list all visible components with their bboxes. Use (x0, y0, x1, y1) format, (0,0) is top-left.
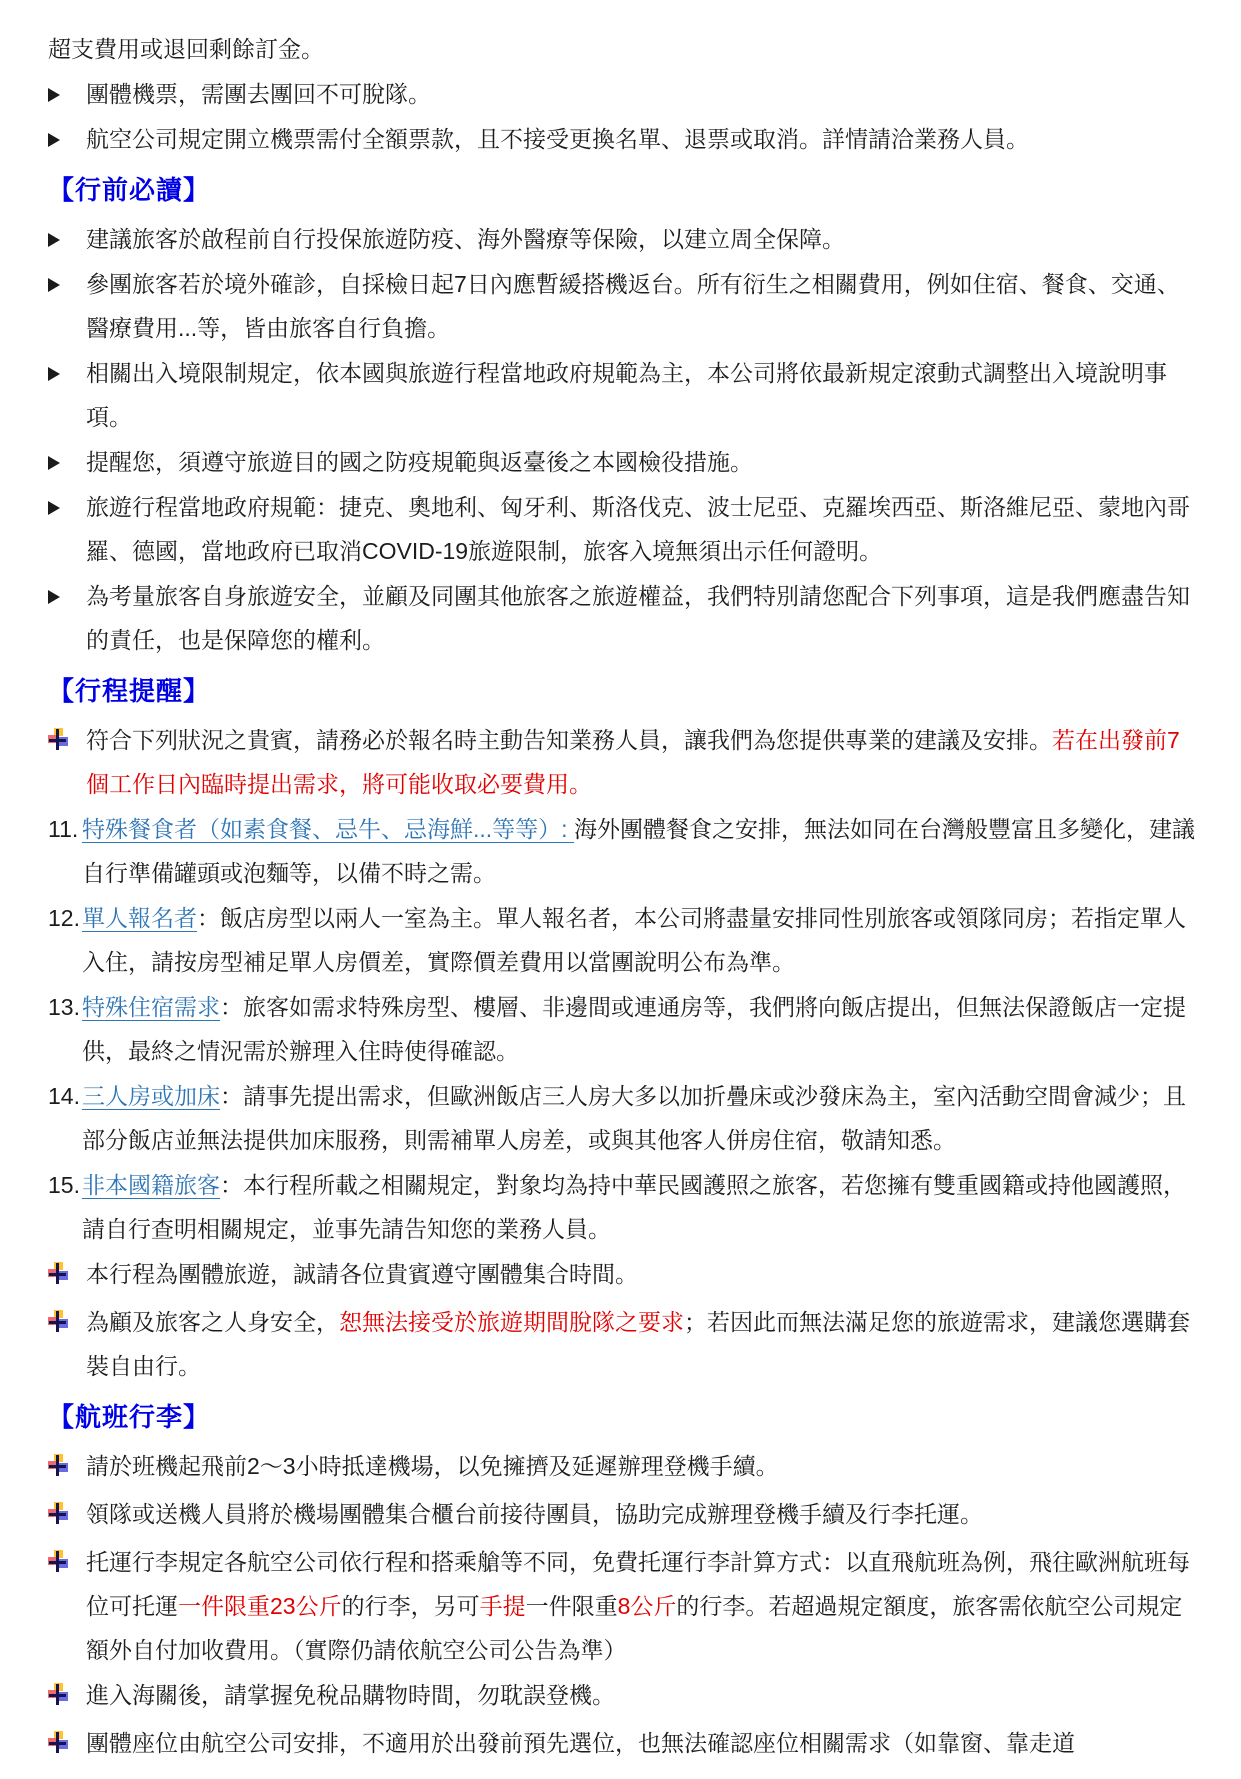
arrow-bullet-icon (48, 485, 86, 529)
item-term: 單人報名者 (82, 905, 197, 931)
numbered-list-item (48, 1163, 1195, 1251)
numbered-list-item (48, 1074, 1195, 1162)
list-item-text-red: 若在出發前7個工作日內臨時提出需求，將可能收取必要費用。 (86, 727, 1180, 797)
pin-list-item (48, 1721, 1195, 1768)
pin-list-item (48, 1540, 1195, 1672)
list-item-text: 為顧及旅客之人身安全， (86, 1309, 339, 1335)
list-item-text: 符合下列狀況之貴賓，請務必於報名時主動告知業務人員，讓我們為您提供專業的建議及安排。 (86, 727, 1052, 753)
arrow-list-item (48, 262, 1195, 350)
colored-pin-bullet-icon (48, 1731, 69, 1754)
item-number: 11. (48, 816, 79, 842)
list-item-text-red: 8公斤 (617, 1593, 677, 1619)
item-term: 三人房或加床 (82, 1083, 220, 1109)
arrow-list-item (48, 217, 1195, 261)
list-item-text: 團體座位由航空公司安排，不適用於出發前預先選位，也無法確認座位相關需求（如靠窗、靠走道 (86, 1730, 1075, 1756)
arrow-list-item (48, 574, 1195, 662)
arrow-bullet-icon (48, 72, 86, 116)
item-number: 13. (48, 994, 80, 1020)
arrow-bullet-icon (48, 117, 86, 161)
item-term: 非本國籍旅客 (82, 1172, 220, 1198)
list-item-text: ：本行程所載之相關規定，對象均為持中華民國護照之旅客，若您擁有雙重國籍或持他國護照，請自行查明相關規定，並事先請告知您的業務人員。 (82, 1172, 1186, 1242)
list-item-text: 一件限重 (525, 1593, 618, 1619)
item-number: 15. (48, 1172, 80, 1198)
item-term: 特殊住宿需求 (82, 994, 220, 1020)
list-item-text: 領隊或送機人員將於機場團體集合櫃台前接待團員，協助完成辦理登機手續及行李托運。 (86, 1501, 983, 1527)
colored-pin-bullet-icon (48, 1502, 69, 1525)
arrow-list-item (48, 440, 1195, 484)
pin-list-item (48, 718, 1195, 806)
list-item-text: ；若因此而無法滿足您的旅遊需求，建議您選購套裝自由行。 (86, 1309, 1190, 1379)
list-item-text: 參團旅客若於境外確診，自採檢日起7日內應暫緩搭機返台。所有衍生之相關費用，例如住宿、餐食、交通、醫療費用...等，皆由旅客自行負擔。 (86, 271, 1180, 341)
section-header-pre-departure: 【行前必讀】 (48, 175, 211, 205)
pin-list-item (48, 1252, 1195, 1299)
pin-list-item (48, 1492, 1195, 1539)
section-header-itinerary-reminder: 【行程提醒】 (48, 676, 211, 706)
list-item-text: 相關出入境限制規定，依本國與旅遊行程當地政府規範為主，本公司將依最新規定滾動式調整出入境說明事項。 (86, 360, 1167, 430)
list-item-text: ：旅客如需求特殊房型、樓層、非邊間或連通房等，我們將向飯店提出，但無法保證飯店一定提供，最終之情況需於辦理入住時使得確認。 (82, 994, 1186, 1064)
colored-pin-bullet-icon (48, 1454, 69, 1477)
numbered-list-item (48, 985, 1195, 1073)
colored-pin-bullet-icon (48, 1262, 69, 1285)
item-number: 14. (48, 1083, 80, 1109)
pin-list-item (48, 1673, 1195, 1720)
list-item-text: 建議旅客於啟程前自行投保旅遊防疫、海外醫療等保險，以建立周全保障。 (86, 226, 845, 252)
numbered-list-item (48, 807, 1195, 895)
list-item-text: ：請事先提出需求，但歐洲飯店三人房大多以加折疊床或沙發床為主，室內活動空間會減少；且部分飯店並無法提供加床服務，則需補單人房差，或與其他客人併房住宿，敬請知悉。 (82, 1083, 1186, 1153)
arrow-bullet-icon (48, 217, 86, 261)
arrow-list-item (48, 485, 1195, 573)
list-item-text: 團體機票，需團去團回不可脫隊。 (86, 81, 431, 107)
paragraph (48, 27, 1195, 71)
list-item-text: 請於班機起飛前2～3小時抵達機場，以免擁擠及延遲辦理登機手續。 (86, 1453, 779, 1479)
list-item-text: 進入海關後，請掌握免稅品購物時間，勿耽誤登機。 (86, 1682, 615, 1708)
pin-list-item (48, 1300, 1195, 1388)
list-item-text: 航空公司規定開立機票需付全額票款，且不接受更換名單、退票或取消。詳情請洽業務人員。 (86, 126, 1029, 152)
list-item-text: 提醒您，須遵守旅遊目的國之防疫規範與返臺後之本國檢役措施。 (86, 449, 753, 475)
list-item-text: ：飯店房型以兩人一室為主。單人報名者，本公司將盡量安排同性別旅客或領隊同房；若指定單人入住，請按房型補足單人房價差，實際價差費用以當團說明公布為準。 (82, 905, 1186, 975)
list-item-text: 托運行李規定各航空公司依行程和搭乘艙等不同，免費托運行李計算方式：以直飛航班為例，飛往歐洲航班每位可托運 (86, 1549, 1190, 1619)
arrow-list-item (48, 351, 1195, 439)
list-item-text: 的行李，另可 (341, 1593, 480, 1619)
colored-pin-bullet-icon (48, 728, 69, 751)
list-item-text: 海外團體餐食之安排，無法如同在台灣般豐富且多變化，建議自行準備罐頭或泡麵等，以備不時之需。 (82, 816, 1195, 886)
numbered-list-item (48, 896, 1195, 984)
paragraph-text: 超支費用或退回剩餘訂金。 (48, 36, 324, 62)
colored-pin-bullet-icon (48, 1550, 69, 1573)
arrow-bullet-icon (48, 440, 86, 484)
arrow-bullet-icon (48, 262, 86, 306)
pin-list-item (48, 1444, 1195, 1491)
list-item-text: 的行李。若超過規定額度，旅客需依航空公司規定額外自付加收費用。（實際仍請依航空公司公告為準） (86, 1593, 1183, 1663)
list-item-text-red: 恕無法接受於旅遊期間脫隊之要求 (339, 1309, 684, 1335)
list-item-text-red: 一件限重23公斤 (178, 1593, 342, 1619)
colored-pin-bullet-icon (48, 1683, 69, 1706)
arrow-bullet-icon (48, 351, 86, 395)
arrow-list-item (48, 72, 1195, 116)
item-number: 12. (48, 905, 80, 931)
arrow-list-item (48, 117, 1195, 161)
list-item-text: 為考量旅客自身旅遊安全，並顧及同團其他旅客之旅遊權益，我們特別請您配合下列事項，這是我們應盡告知的責任，也是保障您的權利。 (86, 583, 1190, 653)
list-item-text: 本行程為團體旅遊，誠請各位貴賓遵守團體集合時間。 (86, 1261, 638, 1287)
list-item-text: 旅遊行程當地政府規範：捷克、奧地利、匈牙利、斯洛伐克、波士尼亞、克羅埃西亞、斯洛維尼亞、蒙地內哥羅、德國，當地政府已取消COVID-19旅遊限制，旅客入境無須出示任何證明。 (86, 494, 1190, 564)
arrow-bullet-icon (48, 574, 86, 618)
list-item-text-red: 手提 (479, 1593, 526, 1619)
colored-pin-bullet-icon (48, 1310, 69, 1333)
item-term: 特殊餐食者（如素食餐、忌牛、忌海鮮...等等）: (82, 816, 574, 842)
section-header-flight-baggage: 【航班行李】 (48, 1402, 211, 1432)
